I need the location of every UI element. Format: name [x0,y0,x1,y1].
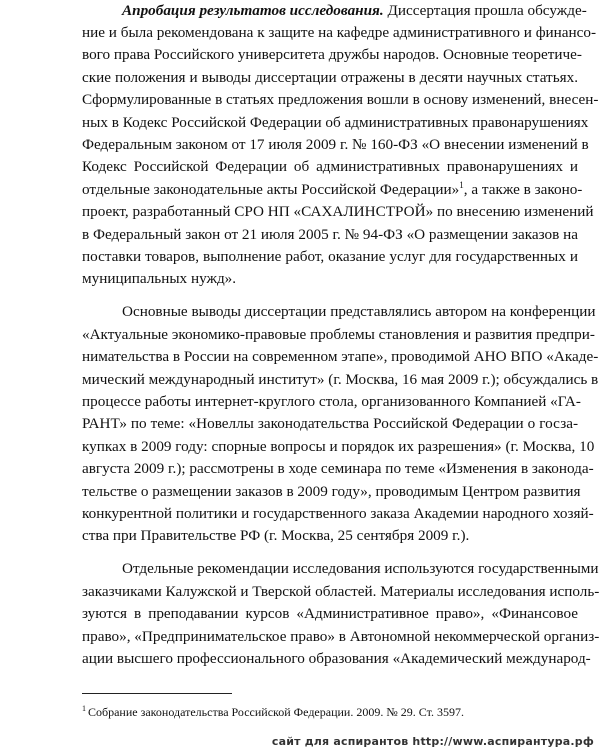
text-line: ных в Кодекс Российской Федерации об административных правонарушениях [82,114,589,131]
text-line: августа 2009 г.); рассмотрены в ходе семинара по теме «Изменения в законода- [82,460,594,477]
text-line: поставки товаров, выполнение работ, оказание услуг для государственных и [82,248,578,265]
text-line: Федеральным законом от 17 июля 2009 г. № 160-ФЗ «О внесении изменений в [82,136,589,153]
text-line: отдельные законодательные акты Российской Федерации»$^1$, а также в законо- [82,179,583,198]
text-line: ства при Правительстве РФ (г. Москва, 25 сентября 2009 г.). [82,527,470,544]
text-line: процессе работы интернет-круглого стола, организованного Компанией «ГА- [82,393,581,410]
text-line: мический международный институт» (г. Москва, 16 мая 2009 г.); обсуждались в [82,371,599,388]
text-line: тельстве о размещении заказов в 2009 году», проводимым Центром развития [82,483,581,500]
text-line: конкурентной политики и государственного заказа Академии народного хозяй- [82,505,594,522]
text-line: купках в 2009 году: спорные вопросы и порядок их разрешения» (г. Москва, 10 [82,438,595,455]
text-line: ские положения и выводы диссертации отражены в десяти научных статьях. [82,69,578,86]
text-line: право», «Предпринимательское право» в Автономной некоммерческой организ- [82,628,600,645]
section-heading: Апробация результатов исследования. [122,2,384,19]
text-line: проект, разработанный СРО НП «САХАЛИНСТРОЙ» по внесению изменений [82,203,594,220]
text-line: нимательства в России на современном этапе», проводимой АНО ВПО «Акаде- [82,348,599,365]
text-line: Отдельные рекомендации исследования используются государственными [122,560,599,577]
text-line: Основные выводы диссертации представлялись автором на конференции [122,303,596,320]
site-watermark: сайт для аспирантов http://www.аспирантура.рф [271,735,594,748]
text-line: «Актуальные экономико-правовые проблемы становления и развития предпри- [82,326,595,343]
text-line: вого права Российского университета дружбы народов. Основные теоретиче- [82,46,582,63]
text-line: муниципальных нужд». [82,270,237,287]
text-line: Сформулированные в статьях предложения вошли в основу изменений, внесен- [82,91,599,108]
text-line: Апробация результатов исследования. Диссертация прошла обсужде- [122,2,587,19]
footnote-reference[interactable]: 1 [459,179,464,190]
footnote-text: Собрание законодательства Российской Федерации. 2009. № 29. Ст. 3597. [88,705,464,719]
text-line: РАНТ» по теме: «Новеллы законодательства Российской Федерации о госза- [82,415,578,432]
footnote-mark: 1 [82,704,86,713]
footnote-divider [82,693,232,694]
text-line: ние и была рекомендована к защите на кафедре административного и финансо- [82,24,597,41]
footnote [82,702,464,719]
text-line: зуются в преподавании курсов «Административное право», «Финансовое [82,605,578,622]
text-line: заказчиками Калужской и Тверской областей. Материалы исследования исполь- [82,583,600,600]
text-line: Кодекс Российской Федерации об административных правонарушениях и [82,158,578,175]
text-line: ации высшего профессионального образования «Академический международ- [82,650,591,667]
text-line: в Федеральный закон от 21 июля 2005 г. № 94-ФЗ «О размещении заказов на [82,226,578,243]
